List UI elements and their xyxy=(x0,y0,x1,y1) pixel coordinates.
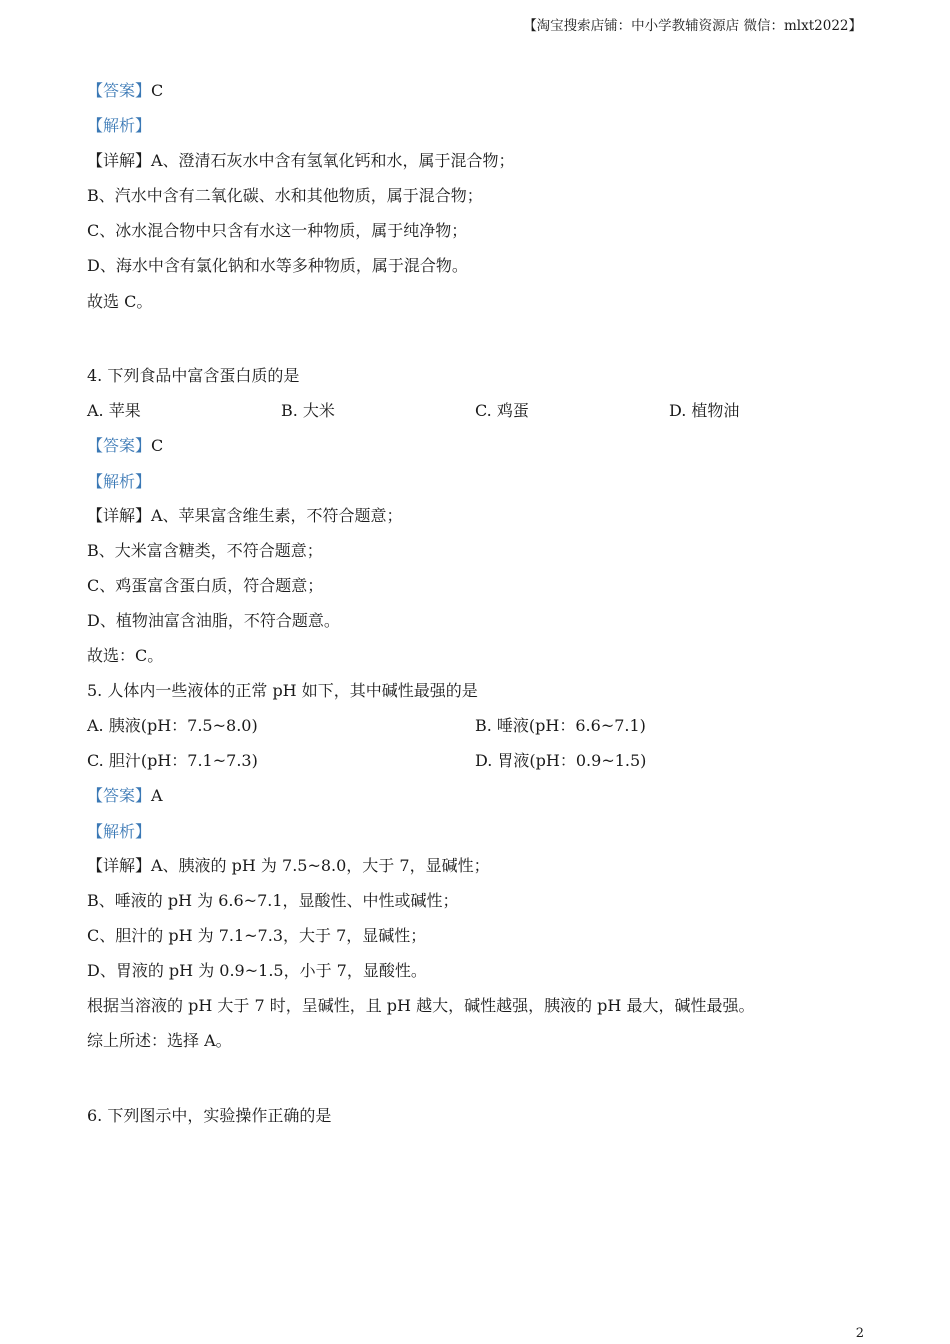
q3-detail-d: D、海水中含有氯化钠和水等多种物质，属于混合物。 xyxy=(87,256,468,275)
q6-question: 6. 下列图示中，实验操作正确的是 xyxy=(87,1106,332,1125)
q5-answer: A xyxy=(151,786,163,805)
q5-answer-line xyxy=(87,786,163,806)
q4-answer: C xyxy=(151,436,164,455)
q4-detail-a: 【详解】A、苹果富含维生素，不符合题意； xyxy=(87,506,403,525)
q3-answer: C xyxy=(151,81,164,100)
q5-option-a: A. 胰液(pH：7.5~8.0) xyxy=(87,716,258,735)
q4-option-d: D. 植物油 xyxy=(669,401,740,420)
q5-option-d: D. 胃液(pH：0.9~1.5) xyxy=(475,751,647,770)
page-number: 2 xyxy=(855,1326,864,1341)
q3-conclusion: 故选 C。 xyxy=(87,292,153,311)
q4-option-a: A. 苹果 xyxy=(87,401,141,420)
answer-tag: 【答案】 xyxy=(87,436,152,455)
q3-detail-a: 【详解】A、澄清石灰水中含有氢氧化钙和水，属于混合物； xyxy=(87,151,515,170)
q4-detail-c: C、鸡蛋富含蛋白质，符合题意； xyxy=(87,576,324,595)
q4-detail-b: B、大米富含糖类，不符合题意； xyxy=(87,541,323,560)
q4-option-b: B. 大米 xyxy=(281,401,335,420)
q5-option-b: B. 唾液(pH：6.6~7.1) xyxy=(475,716,646,735)
q3-answer-line xyxy=(87,81,163,101)
q5-detail-a: 【详解】A、胰液的 pH 为 7.5~8.0，大于 7，显碱性； xyxy=(87,856,490,875)
q4-option-c: C. 鸡蛋 xyxy=(475,401,529,420)
q4-question: 4. 下列食品中富含蛋白质的是 xyxy=(87,366,300,385)
q3-analysis-tag: 【解析】 xyxy=(87,116,152,135)
page-header: 【淘宝搜索店铺：中小学教辅资源店 微信：mlxt2022】 xyxy=(523,18,862,34)
q4-detail-d: D、植物油富含油脂，不符合题意。 xyxy=(87,611,340,630)
q4-answer-line xyxy=(87,436,163,456)
q4-analysis-tag: 【解析】 xyxy=(87,472,152,491)
q5-detail-d: D、胃液的 pH 为 0.9~1.5，小于 7，显酸性。 xyxy=(87,961,427,980)
q5-question: 5. 人体内一些液体的正常 pH 如下，其中碱性最强的是 xyxy=(87,681,478,700)
q5-detail-b: B、唾液的 pH 为 6.6~7.1，显酸性、中性或碱性； xyxy=(87,891,459,910)
q3-detail-c: C、冰水混合物中只含有水这一种物质，属于纯净物； xyxy=(87,221,468,240)
answer-tag: 【答案】 xyxy=(87,81,152,100)
q5-analysis-tag: 【解析】 xyxy=(87,822,152,841)
q3-detail-b: B、汽水中含有二氧化碳、水和其他物质，属于混合物； xyxy=(87,186,483,205)
q5-option-c: C. 胆汁(pH：7.1~7.3) xyxy=(87,751,258,770)
answer-tag: 【答案】 xyxy=(87,786,152,805)
q5-reasoning: 根据当溶液的 pH 大于 7 时，呈碱性，且 pH 越大，碱性越强，胰液的 pH 最大，碱性最强。 xyxy=(87,996,755,1015)
q4-conclusion: 故选：C。 xyxy=(87,646,164,665)
q5-detail-c: C、胆汁的 pH 为 7.1~7.3，大于 7，显碱性； xyxy=(87,926,427,945)
q5-conclusion: 综上所述：选择 A。 xyxy=(87,1031,232,1050)
